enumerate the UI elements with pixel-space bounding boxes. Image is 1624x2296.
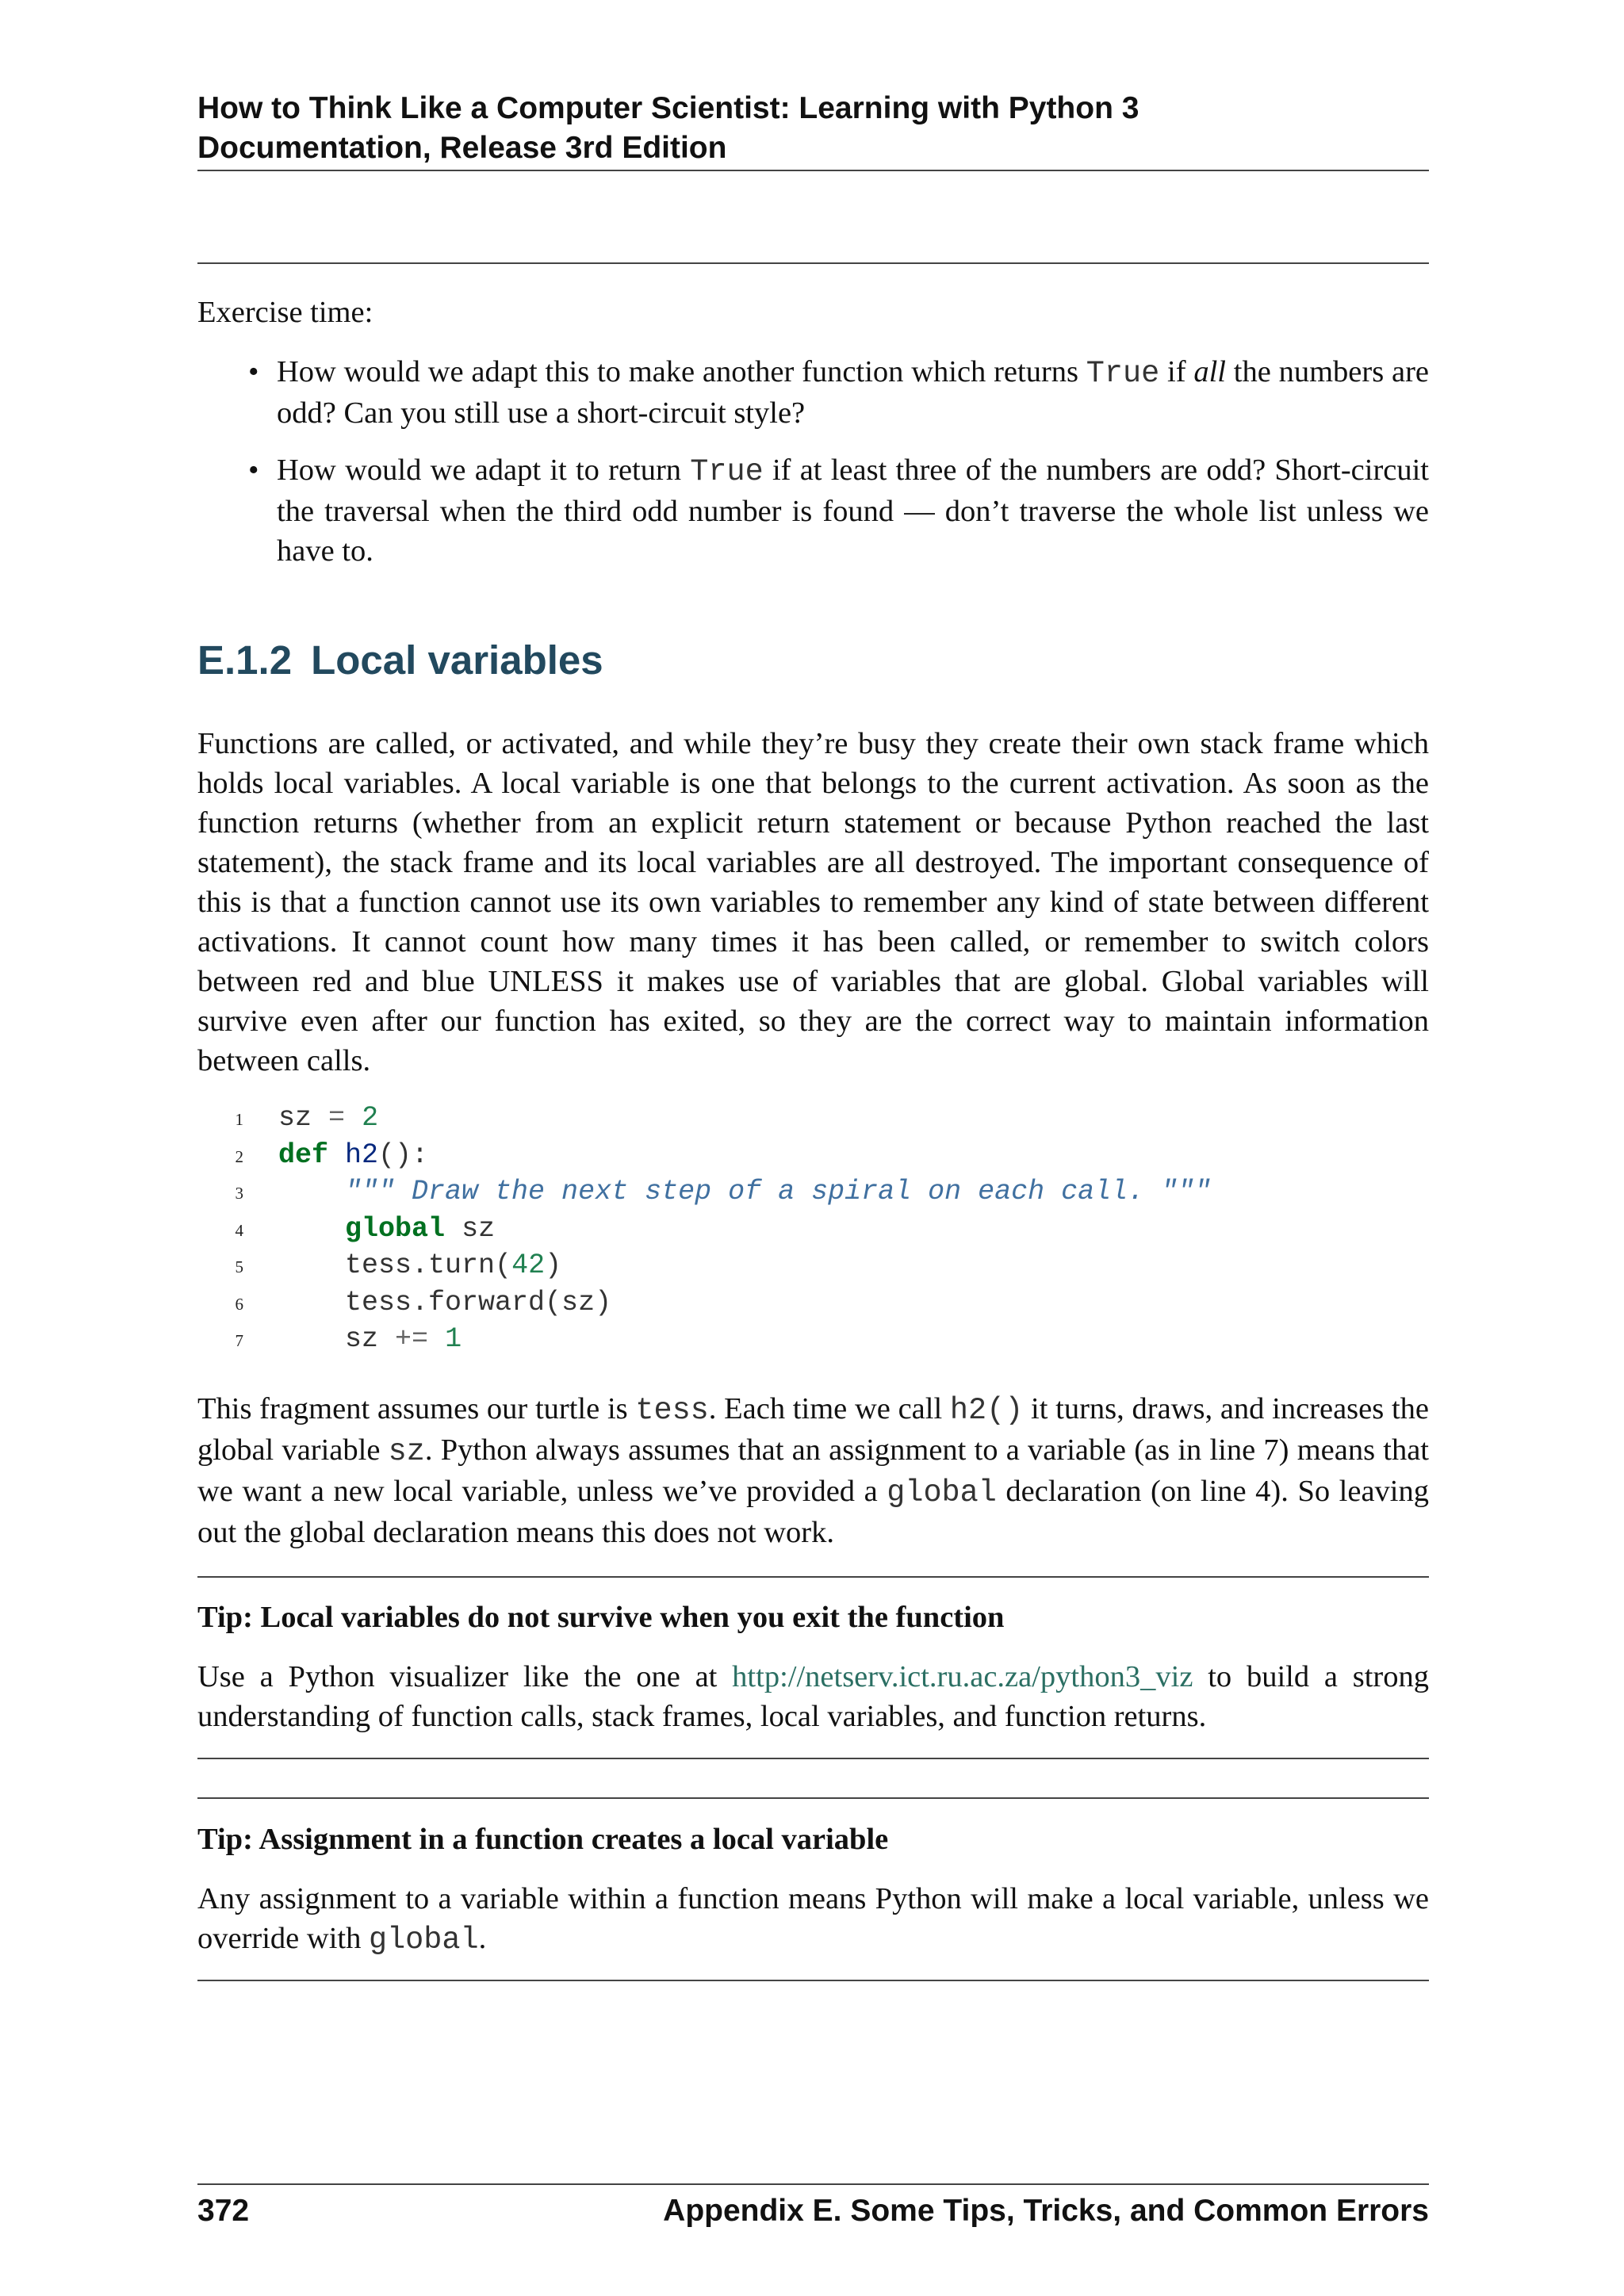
code-token: sz (345, 1323, 379, 1355)
tip-bottom-rule (197, 1758, 1429, 1759)
section-heading (197, 633, 603, 688)
line-number: 5 (235, 1257, 243, 1276)
line-number: 4 (235, 1220, 243, 1240)
list-item (197, 352, 1429, 433)
inline-code: global (368, 1923, 479, 1957)
line-number: 6 (235, 1294, 243, 1314)
line-number: 3 (235, 1184, 243, 1203)
exercise-intro: Exercise time: (197, 296, 373, 329)
code-token: h2 (345, 1138, 379, 1171)
header-title-line1: How to Think Like a Computer Scientist: Learning with Python 3 (197, 91, 1139, 125)
code-token: 42 (511, 1249, 546, 1281)
code-token: (): (378, 1138, 429, 1171)
code-block (197, 1100, 1429, 1358)
section-top-rule (197, 262, 1429, 264)
code-token: ) (545, 1249, 562, 1281)
chapter-title: Appendix E. Some Tips, Tricks, and Common Errors (663, 2194, 1429, 2228)
code-token: tess.forward(sz) (345, 1286, 612, 1318)
list-item (197, 450, 1429, 571)
code-line (197, 1211, 1429, 1248)
code-token: global (345, 1212, 446, 1245)
bullet-icon: • (248, 355, 259, 388)
header-rule (197, 170, 1429, 171)
code-token: tess.turn( (345, 1249, 512, 1281)
tip-top-rule (197, 1797, 1429, 1799)
inline-code: tess (635, 1393, 709, 1428)
code-token: 2 (362, 1102, 379, 1134)
code-token: def (278, 1138, 329, 1171)
code-line (197, 1247, 1429, 1284)
tip-body (197, 1657, 1429, 1736)
text-run: How would we adapt this to make another function which returns (277, 355, 1086, 388)
text-run: it turns, draws, and increases the global variable (197, 1392, 1429, 1467)
code-line (197, 1284, 1429, 1322)
code-line (197, 1100, 1429, 1137)
code-line (197, 1173, 1429, 1211)
text-run: How would we adapt it to return (277, 453, 691, 487)
text-run: . Python always assumes that an assignment to a variable (as in line 7) means that we want a new local variable, unless we’ve provided a (197, 1433, 1429, 1508)
section-title: Local variables (311, 637, 603, 683)
text-run: to build a strong understanding of function calls, stack frames, local variables, and function returns. (197, 1660, 1429, 1733)
body-paragraph: Functions are called, or activated, and while they’re busy they create their own stack frame which holds local variables. A local variable is one that belongs to the current activation. As soon as the function returns (whether from an explicit return statement or because Python reached the last statement), the stack frame and its local variables are all destroyed. The important consequence of this is that a function cannot use its own variables to remember any kind of state between different activations. It cannot count how many times it has been called, or remember to switch colors between red and blue UNLESS it makes use of variables that are global. Global variables will survive even after our function has exited, so they are the correct way to maintain information between calls. (197, 727, 1429, 1077)
tip-top-rule (197, 1576, 1429, 1578)
text-run: . (478, 1922, 487, 1955)
code-token: = (328, 1102, 346, 1134)
footer-rule (197, 2183, 1429, 2185)
code-token: 1 (445, 1323, 462, 1355)
line-number: 2 (235, 1146, 243, 1166)
code-line (197, 1137, 1429, 1174)
inline-code: sz (388, 1434, 425, 1469)
text-run: This fragment assumes our turtle is (197, 1392, 636, 1425)
code-token: """ Draw the next step of a spiral on each call. """ (345, 1176, 1212, 1207)
tip-title: Tip: Assignment in a function creates a local variable (197, 1823, 889, 1856)
header-title-line2: Documentation, Release 3rd Edition (197, 131, 727, 165)
visualizer-link[interactable]: http://netserv.ict.ru.ac.za/python3_viz (732, 1660, 1193, 1693)
bullet-icon: • (248, 453, 259, 487)
line-number: 7 (235, 1331, 243, 1350)
page-number: 372 (197, 2194, 250, 2228)
inline-code: True (690, 454, 764, 489)
tip-title: Tip: Local variables do not survive when you exit the function (197, 1601, 1005, 1634)
inline-code: global (887, 1475, 997, 1510)
code-token: sz (462, 1212, 496, 1245)
code-token: += (395, 1323, 429, 1355)
inline-code: True (1086, 356, 1160, 391)
text-run: if at least three of the numbers are odd? Short-circuit the traversal when the third odd number is found — don’t traverse the whole list unless we have to. (277, 453, 1429, 568)
text-run: declaration (on line 4). So leaving out the global declaration means this does not work. (197, 1475, 1429, 1549)
running-header (197, 89, 1429, 168)
text-run: Any assignment to a variable within a function means Python will make a local variable, unless we override with (197, 1882, 1429, 1955)
text-run: Use a Python visualizer like the one at (197, 1660, 733, 1693)
text-run: . Each time we call (708, 1392, 950, 1425)
inline-code: h2() (949, 1393, 1024, 1428)
text-run: the numbers are odd? Can you still use a short-circuit style? (277, 355, 1429, 430)
body-paragraph (197, 1389, 1429, 1552)
code-token: sz (278, 1102, 312, 1134)
code-line (197, 1321, 1429, 1358)
line-number: 1 (235, 1110, 243, 1129)
emphasis: all (1193, 355, 1226, 388)
text-run: if (1159, 355, 1194, 388)
tip-body (197, 1879, 1429, 1960)
tip-bottom-rule (197, 1980, 1429, 1981)
section-number: E.1.2 (197, 637, 293, 683)
exercise-list (197, 352, 1429, 588)
